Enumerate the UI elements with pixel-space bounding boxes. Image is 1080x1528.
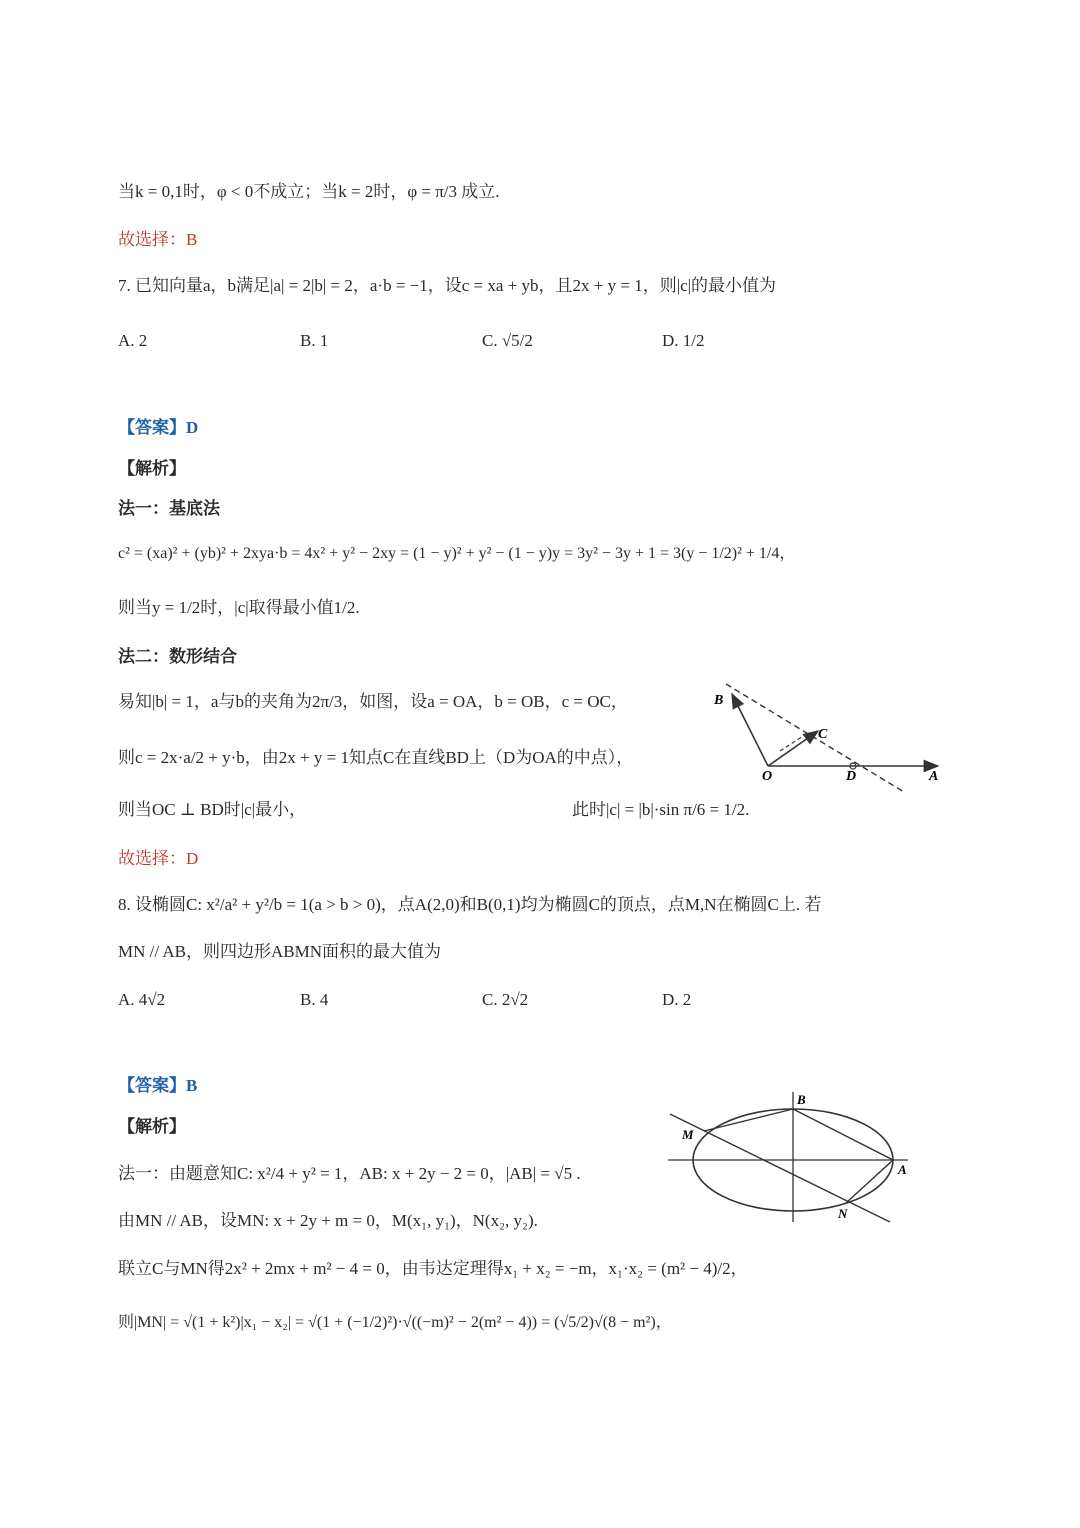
q7-analysis-heading: 【解析】 [118,459,186,478]
label-c: C [818,727,828,742]
q8-answer: 【答案】B [118,1076,198,1095]
vector-oc [768,731,818,766]
q8-option-d: D. 2 [662,990,692,1009]
q7-choice: 故选择：D [118,849,199,868]
q8-solution-line3: 联立C与MN得2x² + 2mx + m² − 4 = 0，由韦达定理得x₁ + x₂ = −m，x₁·x₂ = (m² − 4)/2， [118,1259,748,1278]
q7-answer: 【答案】D [118,418,199,437]
q8-option-b: B. 4 [300,990,329,1009]
q7-method2-line2: 则c = 2x·a/2 + y·b，由2x + y = 1知点C在直线BD上（D为OA的中点）， [118,748,634,767]
label-a: A [898,1162,907,1177]
segment-ab [793,1109,893,1160]
segment-bm [704,1109,793,1131]
label-m: M [682,1127,694,1142]
vector-ob [732,694,768,766]
q7-method2-title: 法二：数形结合 [118,647,237,666]
line-mn [670,1114,890,1222]
q7-method1-title: 法一：基底法 [118,499,220,518]
q8-stem-line1: 8. 设椭圆C: x²/a² + y²/b = 1(a > b > 0)，点A(2,0)和B(0,1)均为椭圆C的顶点，点M,N在椭圆C上. 若 [118,895,822,914]
q7-option-b: B. 1 [300,331,329,350]
label-d: D [846,769,857,784]
q8-solution-line2: 由MN // AB，设MN: x + 2y + m = 0，M(x₁, y₁)，N(x₂, y₂). [118,1211,538,1230]
label-b: B [714,693,724,708]
line-bd [726,684,904,792]
q8-analysis-heading: 【解析】 [118,1117,186,1136]
label-o: O [762,769,773,784]
label-a: A [929,769,939,784]
q7-option-c: C. √5/2 [482,331,533,350]
q7-vector-figure [700,676,950,796]
label-b: B [797,1092,806,1107]
q8-stem-line2: MN // AB，则四边形ABMN面积的最大值为 [118,942,442,961]
q6-choice: 故选择：B [118,230,198,249]
segment-an [846,1160,893,1203]
q8-solution-line1: 法一：由题意知C: x²/4 + y² = 1，AB: x + 2y − 2 = 0，|AB| = √5 . [118,1164,581,1183]
q7-method2-line1: 易知|b| = 1，a与b的夹角为2π/3，如图，设a = OA，b = OB，c = OC， [118,692,628,711]
q7-option-d: D. 1/2 [662,331,705,350]
q6-condition-line: 当k = 0,1时，φ < 0不成立；当k = 2时，φ = π/3 成立. [118,182,500,201]
q7-method1-line2: 则当y = 1/2时，|c|取得最小值1/2. [118,598,360,617]
q8-ellipse-figure [660,1086,920,1226]
q8-option-a: A. 4√2 [118,990,166,1009]
q7-stem: 7. 已知向量a，b满足|a| = 2|b| = 2，a·b = −1，设c = xa + yb，且2x + y = 1，则|c|的最小值为 [118,276,777,295]
q7-option-a: A. 2 [118,331,148,350]
q7-method2-line3b: 此时|c| = |b|·sin π/6 = 1/2. [572,800,750,819]
label-n: N [838,1206,848,1221]
q8-option-c: C. 2√2 [482,990,529,1009]
q7-method2-line3a: 则当OC ⊥ BD时|c|最小， [118,800,307,819]
q7-method1-line1: c² = (xa)² + (yb)² + 2xya·b = 4x² + y² − 2xy = (1 − y)² + y² − (1 − y)y = 3y² − 3y + 1 = 3(y − 1/2)² + 1/4， [118,545,796,562]
q8-solution-line4: 则|MN| = √(1 + k²)|x₁ − x₂| = √(1 + (−1/2)²)·√((−m)² − 2(m² − 4)) = (√5/2)√(8 − m²)， [118,1314,672,1331]
